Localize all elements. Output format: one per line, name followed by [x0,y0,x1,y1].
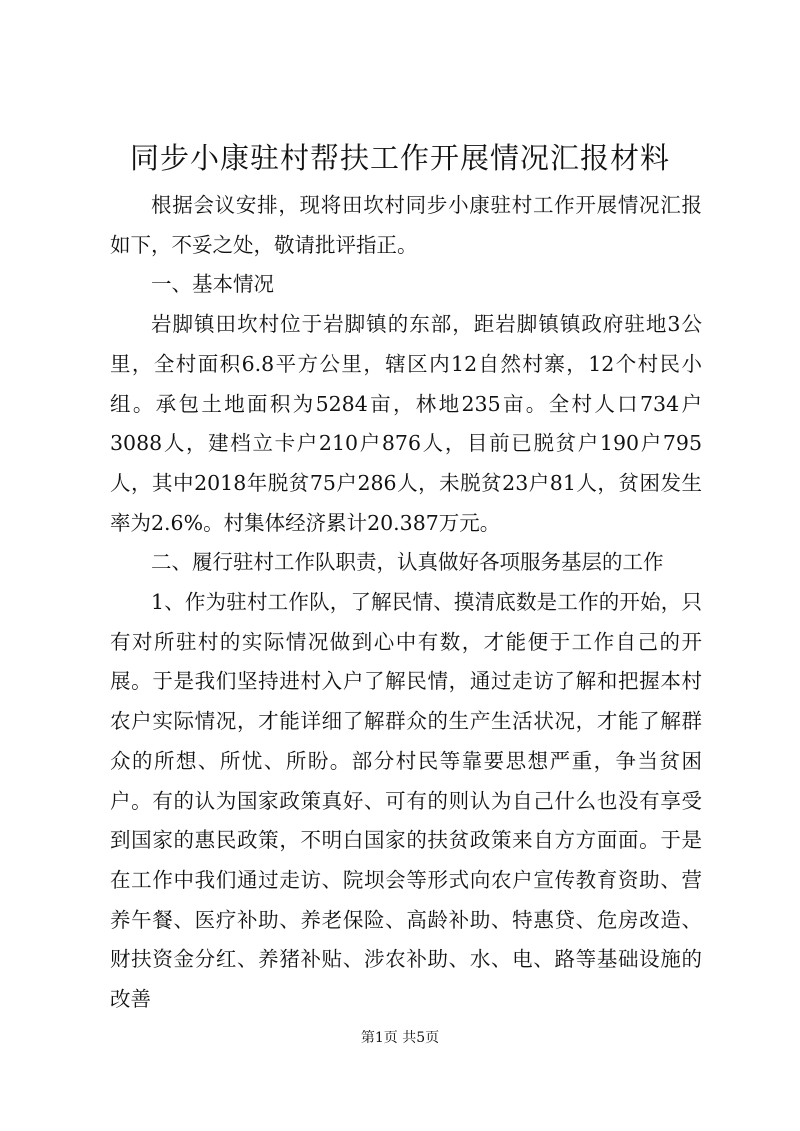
document-body [110,186,702,1020]
basic-info-paragraph: 岩脚镇田坎村位于岩脚镇的东部，距岩脚镇镇政府驻地3公里，全村面积6.8平方公里，辖区内12自然村寨，12个村民小组。承包土地面积为5284亩，林地235亩。全村人口734户3088人，建档立卡户210户876人，目前已脱贫户190户795人，其中2018年脱贫75户286人，未脱贫23户81人，贫困发生率为2.6%。村集体经济累计20.387万元。 [110,312,702,535]
document-title: 同步小康驻村帮扶工作开展情况汇报材料 [129,141,670,175]
page-footer: 第1页 共5页 [360,1030,440,1046]
section-heading-duties: 二、履行驻村工作队职责，认真做好各项服务基层的工作 [151,550,664,575]
duties-paragraph: 1、作为驻村工作队，了解民情、摸清底数是工作的开始，只有对所驻村的实际情况做到心中有数，才能便于工作自己的开展。于是我们坚持进村入户了解民情，通过走访了解和把握本村农户实际情况，才能详细了解群众的生产生活状况，才能了解群众的所想、所忧、所盼。部分村民等靠要思想严重，争当贫困户。有的认为国家政策真好、可有的则认为自己什么也没有享受到国家的惠民政策，不明白国家的扶贫政策来自方方面面。于是在工作中我们通过走访、院坝会等形式向农户宣传教育资助、营养午餐、医疗补助、养老保险、高龄补助、特惠贷、危房改造、财扶资金分红、养猪补贴、涉农补助、水、电、路等基础设施的改善 [110,590,702,1012]
section-heading-basic-info: 一、基本情况 [151,272,274,297]
intro-paragraph: 根据会议安排，现将田坎村同步小康驻村工作开展情况汇报如下，不妥之处，敬请批评指正。 [110,193,702,257]
